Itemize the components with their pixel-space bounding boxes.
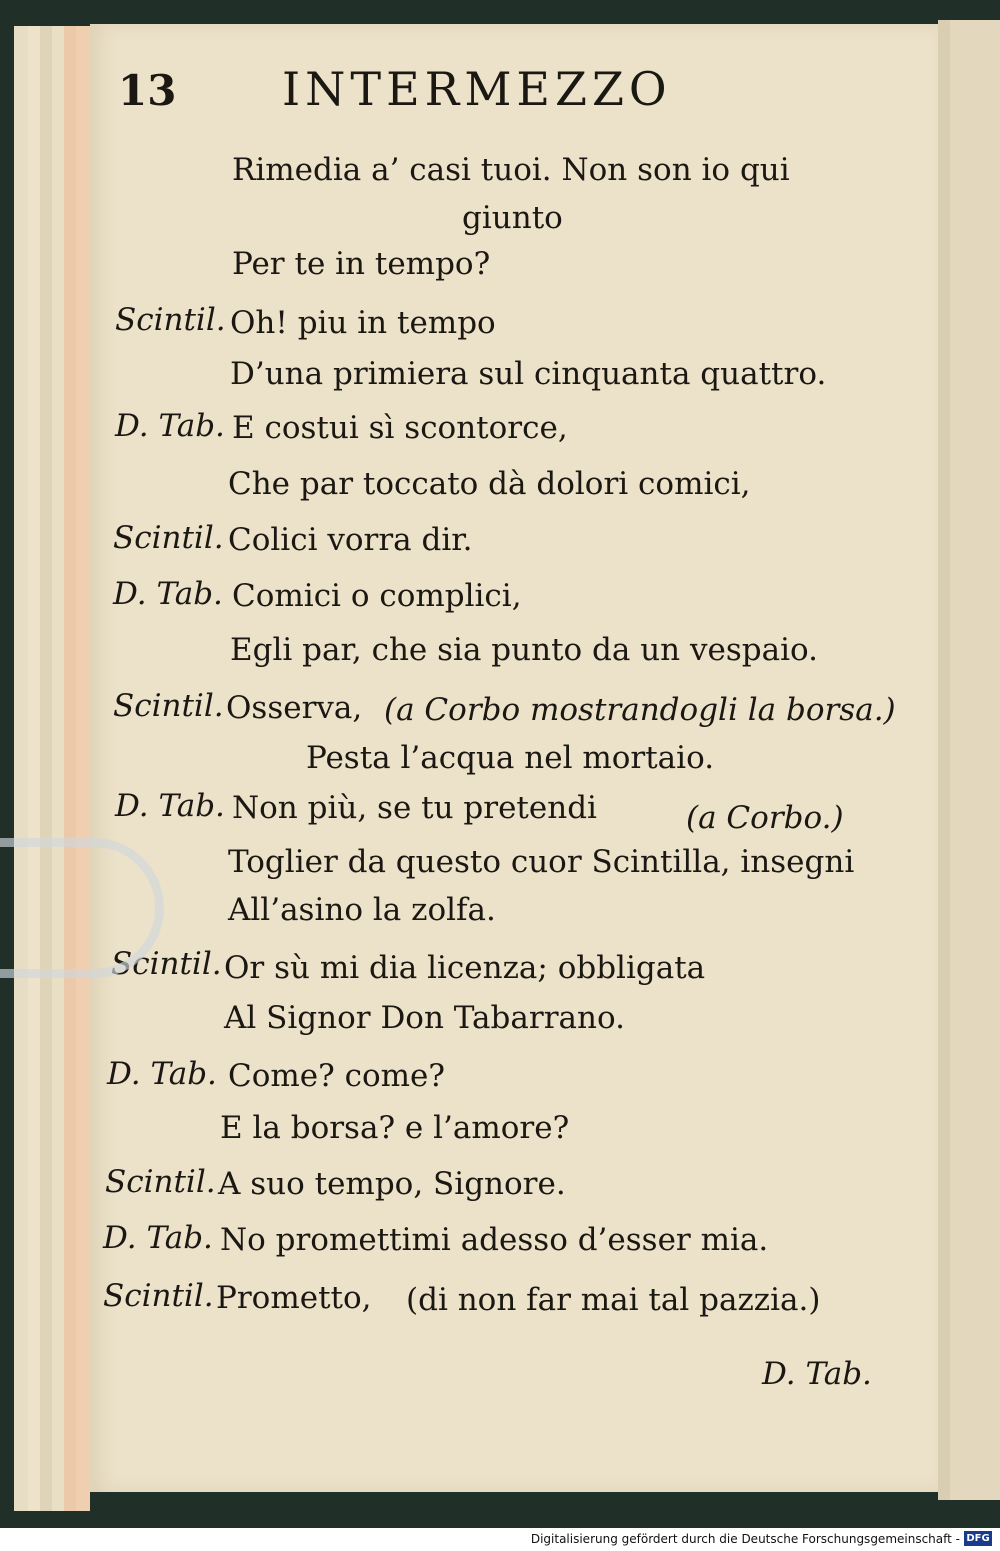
speaker-label: D. Tab. — [107, 1056, 217, 1092]
speaker-label: Scintil. — [111, 946, 222, 982]
speaker-label: D. Tab. — [113, 576, 223, 612]
page-edge — [40, 26, 52, 1511]
page-edge — [64, 26, 76, 1511]
verse-line: Or sù mi dia licenza; obbligata — [224, 950, 706, 986]
verse-line: Colici vorra dir. — [228, 522, 473, 558]
page-number: 13 — [118, 66, 177, 115]
verse-line: Comici o complici, — [232, 578, 522, 614]
speaker-label: D. Tab. — [115, 788, 225, 824]
speaker-label: Scintil. — [113, 688, 224, 724]
running-title: INTERMEZZO — [282, 62, 672, 116]
verse-line: Per te in tempo? — [232, 246, 491, 282]
verse-line: No promettimi adesso d’esser mia. — [220, 1222, 769, 1258]
verse-line: Al Signor Don Tabarrano. — [224, 1000, 625, 1036]
speaker-label: D. Tab. — [103, 1220, 213, 1256]
verse-line: Non più, se tu pretendi — [232, 790, 597, 826]
verse-line: E la borsa? e l’amore? — [220, 1110, 570, 1146]
verse-line: D’una primiera sul cinquanta quattro. — [230, 356, 827, 392]
verse-line: Prometto, — [216, 1280, 372, 1316]
verse-line: A suo tempo, Signore. — [218, 1166, 566, 1202]
verse-line: Rimedia a’ casi tuoi. Non son io qui — [232, 152, 790, 188]
footer-bar — [0, 1528, 1000, 1551]
verse-line: Come? come? — [228, 1058, 445, 1094]
facing-page-edge — [950, 20, 1000, 1500]
verse-line: Osserva, — [226, 690, 363, 726]
verse-line: E costui sì scontorce, — [232, 410, 568, 446]
verse-line: Oh! piu in tempo — [230, 305, 496, 341]
verse-line: Che par toccato dà dolori comici, — [228, 466, 751, 502]
dfg-logo-icon: DFG — [964, 1531, 992, 1546]
page-clip — [0, 838, 164, 978]
page-edge — [76, 26, 90, 1511]
stage-direction: (a Corbo mostrandogli la borsa.) — [384, 692, 896, 728]
stage-direction: (a Corbo.) — [686, 800, 844, 836]
verse-line: giunto — [462, 200, 563, 236]
stage-direction: (di non far mai tal pazzia.) — [406, 1282, 821, 1318]
footer-credit: Digitalisierung gefördert durch die Deutsche Forschungsgemeinschaft - — [530, 1532, 960, 1546]
verse-line: Pesta l’acqua nel mortaio. — [306, 740, 715, 776]
verse-line: Toglier da questo cuor Scintilla, insegni — [228, 844, 855, 880]
page-edge — [52, 26, 64, 1511]
verse-line: Egli par, che sia punto da un vespaio. — [230, 632, 818, 668]
verse-line: All’asino la zolfa. — [228, 892, 496, 928]
speaker-label: Scintil. — [115, 302, 226, 338]
catchword: D. Tab. — [762, 1356, 872, 1392]
speaker-label: Scintil. — [105, 1164, 216, 1200]
speaker-label: D. Tab. — [115, 408, 225, 444]
page-edge — [14, 26, 28, 1511]
speaker-label: Scintil. — [103, 1278, 214, 1314]
speaker-label: Scintil. — [113, 520, 224, 556]
page-edge — [28, 26, 40, 1511]
